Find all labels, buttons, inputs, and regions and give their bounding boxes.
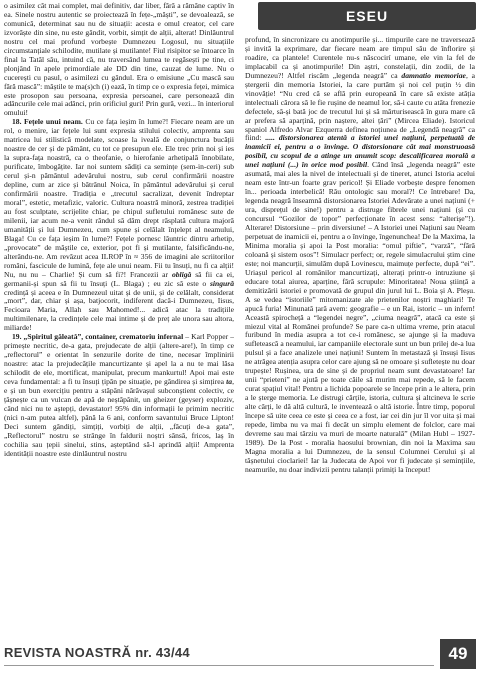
heading-19: 19. „Spiritul găleată”, container, crematoriu infernal	[12, 332, 184, 342]
emphasis: obligă	[171, 269, 192, 279]
emphasis: singură	[209, 278, 234, 288]
emphasis: damnatio memoriae	[401, 70, 466, 80]
paragraph-text: – Karl Popper – primește necritic, de-a gata, prejudecate de alții (altere-are!), în timp ce „reflectorul” e orientat în senzurile dorite de tine, necesar împlinirii noastre: atac la prejudecățile mancurtizante și apel la a nu te mai lăsa schilodit de ele, mortificat, manipulat, precum mankurtul! Apoi mai este ceva fundamental: a fi tu însuți țipăn pe situație, pe gândirea și simțirea	[4, 332, 234, 387]
magazine-title: REVISTA NOASTRĂ nr. 43/44	[4, 645, 190, 660]
paragraph-text: , e și un bun exercițiu pentru a stăpâni nărăvașul subconștient colectiv, ce țâșnește ca un vulcan de apă de neștăpânit, un gheizer (geyser) exploziv, când nici nu te aștepți, devastator! 95% din informații le primim necritic (nici n-am putea altfel), până la 6 ani, conform savantului Bruce Lipton! Deci suntem gândiți, simțiți, vorbiți de alții, „făcuți de-a gata”, „Reflectorul” nostru se strânge în faldurii noștri sănsă, fricos, laș în cochilia sau țepii sinelui, stins, așteptând să-l aprindă alții! Amprenta identității noastre este dinlăuntrul nostru	[4, 377, 234, 458]
section-banner	[258, 2, 476, 30]
paragraph: o asimilez cât mai complet, mai definitiv, dar liber, fără a rămâne captiv în ea. Sinele nostru autentic se proiectează în fețe-„măști”, se devoalează, se comunică, determinat sau nu de situații: acesta e omul creator, cel care izvorăște din sine, nu este gândit, vorbit, simțit de alții, alterat! Dinlăuntrul nostru cel mai profund vorbește Dumnezeu Logosul, nu situațiile circumstanțiale schilodite, mutilate și mutilante! Fiul risipitor se întoarce în final la Tatăl său, intuind că, nu traversând lumea te regăsești pe tine, ci plonjând în apele primordiale ale DD din tine, cauzat de lume. Nu o cucerești cu pasul, o asimilezi cu gândul. Era o emisiune „Cu mască sau fără mască”: măștile te ma(s)ch (i) ează, în timp ce o expresia feței, mimica este prosopon sau persoana, expresia persoanei, care personează din adâncurile cele mai adânci, prin orificiul guri! Prin gură, vezi... în interiorul omului!	[4, 2, 234, 118]
section-title: ESEU	[345, 8, 389, 24]
paragraph-text: . Când însă „legenda neagră” este asumată, mai ales la nivel de intelectuali și de tineret, atunci Istoria acelui neam este într-un foarte grav pericol! Și Eliade vorbește despre fenomen în... perioada interbelică! Rău ontologic sau moral?! Ce întrebare! Da, legenda neagră înseamnă distorsionarea Istoriei Adevărate a unei națiuni (+ ura, disprețul de sine!) pentru a distruge fibrele unei națiuni (și cu concursul “Gozilor de topor” perfecționate în acest sens: “alterișe”!). Alterare! Distorsiune – prin diversiune! – A Istoriei unei Națiuni sau Neam perpetuat de inamicii ei, pentru a o învinge, îngenunchea! De la Maxima, la Minima moralia și apoi la Post moralia: “omul piftie”, “varză”, “fără coloană și sistem osos”! Simulacr perfect; or, regele simulacrului știm cine este; noi mancurții, simulăm după Lovinescu, maimuțe perfecte, după “ei”. Uriașul pericol al românilor mancurtizați, alterați printr-o intruziune și educare total aiurea, aparține, fără scrupule: Minoritatea! Noua știință a demitizării istoriei e promovată de grupul din jurul lui L. Boia și A. Pleșu. A se vedea “istoriile” mitomanizate ale prietenilor noștri maghiari! Te apucă furia! Minunată țară avem: geografie – e un Rai, istoric – un infern! Această spirocheță a “legendei negre”, „ciuma neagră”, atacă ca este și miezul vital al Românei profunde? Se pare ca-n ultima vreme, prin atacul furibund în media asupra a tot ce-i românesc, se ajunge și la maduva sufletească a neamului, iar campaniile electorale sunt un bun prilej de-a lua pulsul și a face analizele unei națiuni! Suntem în metastază și însuși Iisus ne atrăgea atenția asupra celor care ajung să ne omoare și sufletește nu doar trupește! Rușinea, ura de sine și de propriul neam sunt devastatoare! Iar unii “prieteni” ne ajută pe toate căile să murim mai repede, să le facem curat spațiul vital! Pentru a lichida popoarele se începe prin a le altera, prin a le șterge memoria. Le distrugi cărțile, istoria, cultura și altcineva le scrie alte cărți, le dă altă cultură, le inventează o altă istorie. Între timp, poporul începe să uite ceea ce este și ceea ce a fost, iar cei din jur îl vor uita și mai repede, limba nu va mai fi decât un simplu element de folclor, care mai devreme sau mai târziu va muri de moarte naturală” (Milan Hubl – 1927-1989). De la Post - moralia haosului brownian, din noi la Maxima sau Magna moralia a lui Dumnezeu, de la sensul Columnei Cerului și al tășnetului cioclariei! Iar la Judecata de Apoi vor fi judecate și semințiile, neamurile, nu doar indivizii pentru talanții primiți la început!	[245, 160, 475, 474]
page-number-text: 49	[448, 644, 468, 663]
page-footer	[0, 635, 480, 679]
paragraph-text: , a ștergerii din memoria Istoriei, la care purtăm și noi cel puțin ½ din vinovăție! “Nu cred că se află prin europeană în care să existe atâția intelectuali cărora să le fie rușine de neamul lor, să-i caute cu atâta frenezie defectele, să-și bată joc de trecutul lui și să mărturisească în gura mare că ar prefera să aparțină, prin naștere, altei țări” (Mircea Eliade). Istoricul spaniol Alfredo Alvar Ezquerra definea noțiunea de „Legendă neagră” ca fiind:	[245, 70, 475, 143]
section-18	[4, 118, 234, 333]
paragraph-text: Cu ce fața ieșim în lume?! Fiecare neam are un rol, o menire, iar fețele lui sunt expresia stilului colectiv, amprenta sau matricea lui stilistică modelate, scoase la iveală de conjunctura bucății noastre de cer și de pământ, cu tot ce presupun ele. Ele trec prin noi și ies la supra-fața noastră, ca o theofanie, o hierofanie arhetipală înnobilate, purificate, îmbogățite. Iar noi suntem sădiți ca semințe (sem-in-ceri) sub cerul și-n pământul adevărului nostru, sub cerul confirmării noastre depline, cum ar zice și bătrânul Noica, în pământul adevărului și cerul confirmării noastre. Tradiția e „trecutul sacralizat, devenit îndreptar moral”, estetic, metafizic, valoric. Cultura noastră minoră, zestrea tradiției au fost sculptate, scrijelite chiar, pe chipul sufletului românesc sute de milenii, iar acum ne-a venit rândul să dăm drept răsplată cultura majoră umanității și lui Dumnezeu, cum spune și celălalt înțelept al neamului, Blaga! Cu ce fața ieșim în lume?! Fețele pornesc lăuntric dintru arhetip, „provocate” de măștile ce, exterior, pot fi și mutilante, falsificându-ne, alterându-ne. Am revăzut acea ILROP în ≈ 356 de imagini ale scriitorilor români, fascicule de lumină, fețe ale unui neam. Fii tu însuți, nu fi ca alții! Nu, nu nu – Charlie! Și cum să fi?! Francezii ar	[4, 117, 234, 279]
footer-divider	[4, 665, 434, 666]
section-19	[4, 333, 234, 458]
paragraph-text: să fii ca ei, germanii-și spun să fii tu însuți (L. Blaga) ; eu zic să este o	[4, 269, 234, 288]
right-column	[245, 36, 475, 632]
quotation: ..... distorsionarea atentă a istoriei unei națiuni, perpetuată de inamicii ei, pentru a o învinge. O distorsionare cât mai monstruoasă posibil, cu scopul de a atinge un anumit scop: descalificarea morală a unei națiuni (...) în orice mod posibil	[245, 133, 475, 170]
heading-18: 18. Fețele unui neam.	[12, 117, 83, 127]
page-number	[440, 639, 476, 669]
paragraph	[245, 36, 475, 475]
paragraph-text: credință și aceea e în Dumnezeul uitat și de unii, și de celălalt, considerat „mort”, dar, chiar și așa, batjocorit, indiferent dacă-i Dumnezeu, Iisus, Fecioara Maria, Allah sau Mahomed!... adică atac la tradițiile multimilenare, la credințele cele mai intime și de preț ale unora sau altora, miliarde!	[4, 287, 234, 333]
left-column	[4, 2, 234, 632]
emphasis: ta	[226, 377, 233, 387]
paragraph-text: profund, în sincronizare cu anotimpurile și... timpurile care ne traversează și invită la exprimare, dar fiecare neam are timpul său de înflorire și roadire, ca plantele! Curentele nu-s născocirí umane, ele vin la fel de implacabil ca și anotimpurile! Din aștri, constelații, din zodii, de la Dumnezeu?! Altfel riscăm „legenda neagră” ca	[245, 36, 475, 80]
